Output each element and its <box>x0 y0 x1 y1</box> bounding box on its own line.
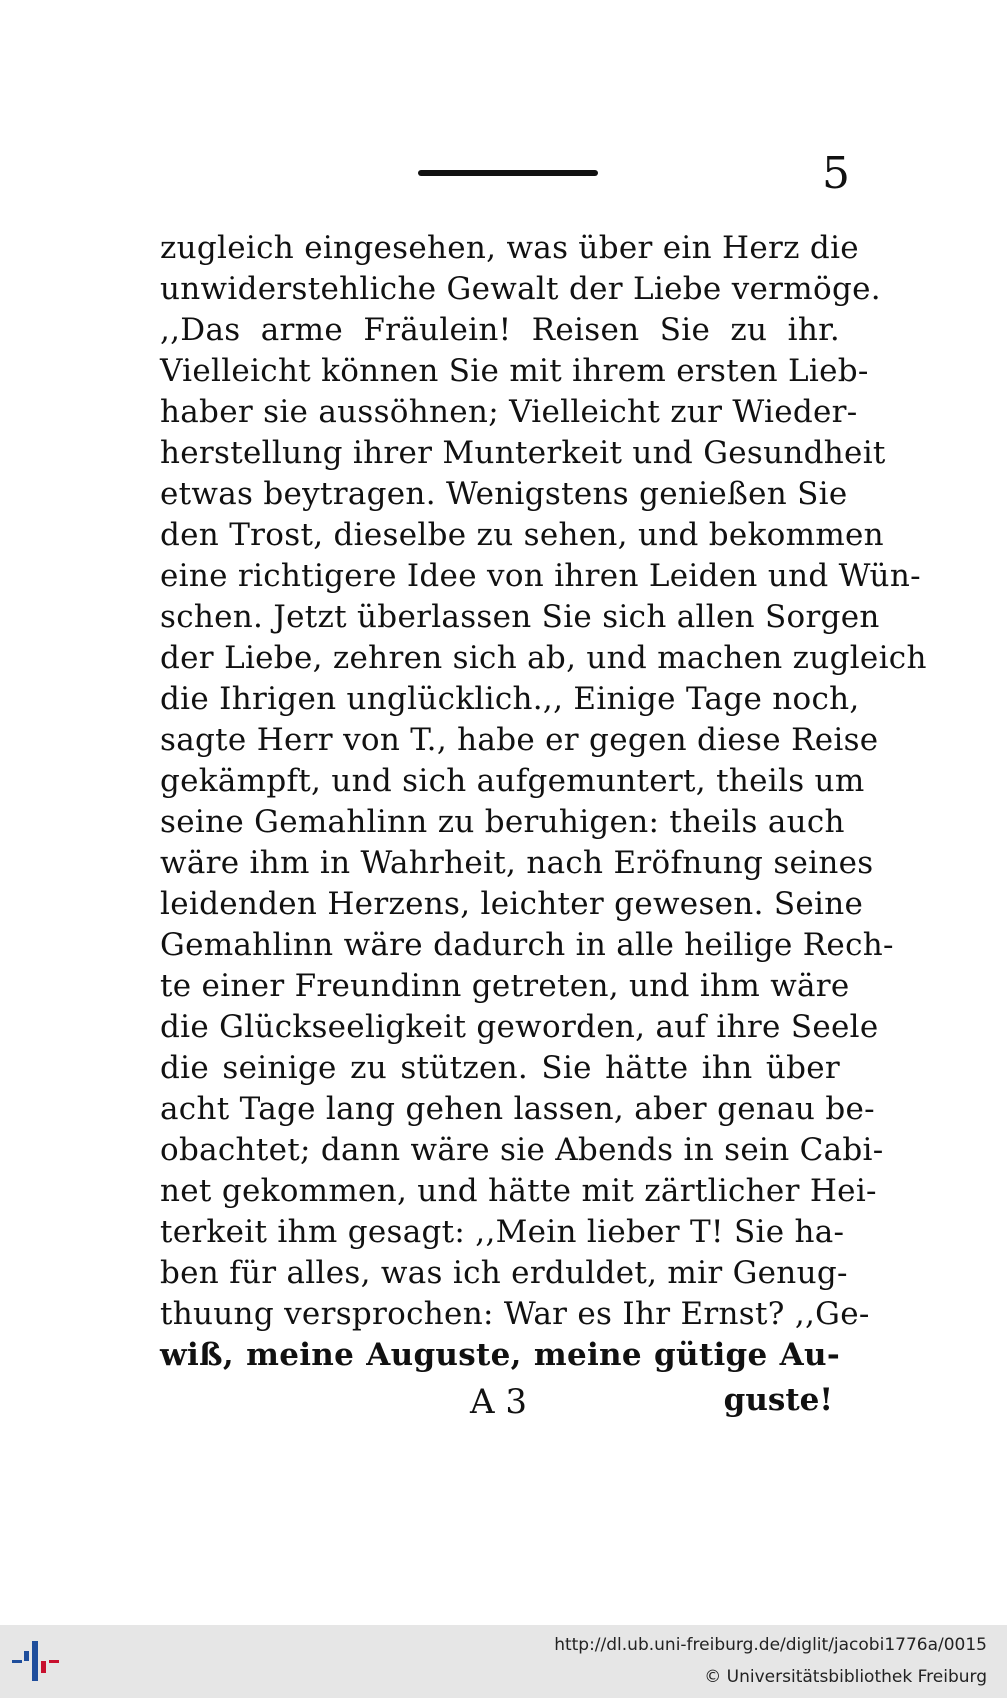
text-line: te einer Freundinn getreten, und ihm wäre <box>160 968 850 1004</box>
text-line: eine richtigere Idee von ihren Leiden und Wün- <box>160 558 921 594</box>
text-line: terkeit ihm gesagt: ,,Mein lieber T! Sie ha- <box>160 1214 845 1250</box>
viewer-footer-bar <box>0 1625 1007 1698</box>
text-line: gekämpft, und sich aufgemuntert, theils um <box>160 763 865 799</box>
text-line: den Trost, dieselbe zu sehen, und bekommen <box>160 517 884 553</box>
text-line: zugleich eingesehen, was über ein Herz die <box>160 230 859 266</box>
text-line: unwiderstehliche Gewalt der Liebe vermöge. <box>160 271 881 307</box>
catchword: guste! <box>723 1382 833 1418</box>
text-line: ,,Das arme Fräulein! Reisen Sie zu ihr. <box>160 312 840 348</box>
body-text <box>160 228 927 1376</box>
text-line: herstellung ihrer Munterkeit und Gesundheit <box>160 435 886 471</box>
page-number: 5 <box>822 148 850 199</box>
text-line: obachtet; dann wäre sie Abends in sein Cabi- <box>160 1132 884 1168</box>
text-line: acht Tage lang gehen lassen, aber genau be- <box>160 1091 875 1127</box>
text-line: wäre ihm in Wahrheit, nach Eröfnung seines <box>160 845 874 881</box>
text-line: die Ihrigen unglücklich.,, Einige Tage noch, <box>160 681 860 717</box>
text-line: net gekommen, und hätte mit zärtlicher Hei- <box>160 1173 877 1209</box>
text-line: sagte Herr von T., habe er gegen diese Reise <box>160 722 879 758</box>
text-line: wiß, meine Auguste, meine gütige Au- <box>160 1337 840 1373</box>
signature-mark: A 3 <box>470 1382 527 1422</box>
text-line: der Liebe, zehren sich ab, und machen zugleich <box>160 640 927 676</box>
ub-freiburg-logo-icon <box>8 1633 64 1689</box>
text-line: ben für alles, was ich erduldet, mir Genug- <box>160 1255 848 1291</box>
text-line: Vielleicht können Sie mit ihrem ersten Lieb- <box>160 353 869 389</box>
text-line: die Glückseeligkeit geworden, auf ihre Seele <box>160 1009 879 1045</box>
text-line: schen. Jetzt überlassen Sie sich allen Sorgen <box>160 599 880 635</box>
header-rule <box>418 170 598 176</box>
text-line: etwas beytragen. Wenigstens genießen Sie <box>160 476 848 512</box>
text-line: haber sie aussöhnen; Vielleicht zur Wieder- <box>160 394 858 430</box>
page-url-link[interactable]: http://dl.ub.uni-freiburg.de/diglit/jacobi1776a/0015 <box>554 1635 987 1655</box>
copyright-notice: © Universitätsbibliothek Freiburg <box>704 1667 987 1687</box>
text-line: thuung versprochen: War es Ihr Ernst? ,,Ge- <box>160 1296 870 1332</box>
text-line: seine Gemahlinn zu beruhigen: theils auch <box>160 804 845 840</box>
text-line: Gemahlinn wäre dadurch in alle heilige Rech- <box>160 927 894 963</box>
text-line: leidenden Herzens, leichter gewesen. Seine <box>160 886 864 922</box>
text-line: die seinige zu stützen. Sie hätte ihn über <box>160 1050 840 1086</box>
